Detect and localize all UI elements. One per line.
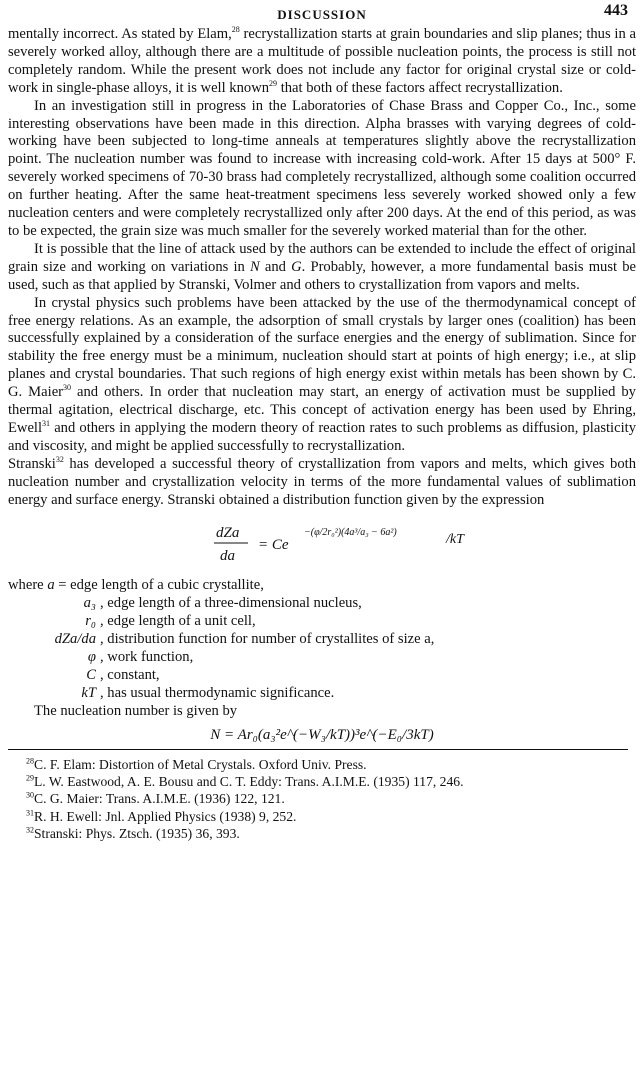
footnotes <box>8 756 636 843</box>
definition-row: kT , has usual thermodynamic significance. <box>81 684 335 701</box>
definition-row: where a = edge length of a cubic crystallite, <box>8 577 264 594</box>
eq-exponent: −(φ/2r₀²)(4a³/a₃ − 6a²) <box>304 527 397 539</box>
paragraph-5: Stranski$^{32}$ has developed a successful theory of crystallization from vapors and melts, which gives both nucleation number and crystallization velocity in terms of the more fundamental values of sublimation energy and surface energy. Stranski obtained a distribution function given by the expression <box>8 454 636 508</box>
paragraph-2: In an investigation still in progress in the Laboratories of Chase Brass and Copper Co., Inc., some interesting observations have been made in this direction. Alpha brasses with varying degrees of cold-working have been subjected to long-time anneals at temperatures slightly above the recrystallization point. The nucleation number was found to increase with increasing cold-work. After 15 days at 500° F. severely worked specimens of 70-30 brass had completely recrystallized, although some coalition occurred on further heating. After the same heat-treatment specimens less severely worked showed only a few nucleation centers and were completely recrystallized only after 200 days. At the end of this period, as was to be expected, the grain size was much smaller for the severely worked material than for the other. <box>8 97 636 239</box>
definition-row: a₃ , edge length of a three-dimensional nucleus, <box>83 595 362 612</box>
definitions <box>8 577 636 702</box>
footnote: $^{30}$C. G. Maier: Trans. A.I.M.E. (1936) 122, 121. <box>26 790 285 807</box>
ref-30: 30 <box>63 383 72 393</box>
nucleation-intro: The nucleation number is given by <box>34 702 238 719</box>
footnote: $^{28}$C. F. Elam: Distortion of Metal Crystals. Oxford Univ. Press. <box>26 756 367 772</box>
nucleation-equation: N = Ar₀(a₃²e^(−W₃/kT))³e^(−E₀/3kT) <box>210 726 434 743</box>
page-number: 443 <box>604 2 628 19</box>
definition-row: r₀ , edge length of a unit cell, <box>85 613 256 630</box>
ref-32: 32 <box>55 454 64 464</box>
running-head: DISCUSSION <box>277 7 367 22</box>
paragraph-3: It is possible that the line of attack used by the authors can be extended to include the effect of original grain size and working on variations in N and G. Probably, however, a more fundamental basis must be used, such as that applied by Stranski, Volmer and others to crystallization from vapors and melts. <box>8 240 637 293</box>
ref-29: 29 <box>269 78 278 88</box>
definition-row: C , constant, <box>86 667 160 683</box>
eq-tail: /kT <box>446 532 464 548</box>
paragraph-4: In crystal physics such problems have been attacked by the use of the thermodynamical concept of free energy relations. As an example, the adsorption of small crystals by larger ones (coalition) has been successfully explained by a consideration of the surface energies and the energy of sublimation. Since for stability the free energy must be a minimum, nucleation should start at points of high energy; i.e., at slip planes and crystal boundaries. That such regions of high energy exist within metals has been shown by C. G. Maier$^{30}$ and others. In order that nucleation may start, an energy of activation must be supplied by thermal agitation, electrical discharge, etc. This concept of activation energy has been used by Ehring, Ewell$^{31}$ and others in applying the modern theory of reaction rates to such problems as diffusion, plasticity and viscosity, and might be applied successfully to recrystallization. <box>8 294 636 454</box>
eq-lhs-num: dZa <box>216 525 240 542</box>
distribution-equation <box>8 513 636 573</box>
page-header <box>8 0 636 26</box>
ref-31: 31 <box>42 419 51 429</box>
definition-row: dZa/da , distribution function for number of crystallites of size a, <box>54 631 435 648</box>
eq-lhs-den: da <box>220 548 235 565</box>
footnote: $^{31}$R. H. Ewell: Jnl. Applied Physics (1938) 9, 252. <box>26 808 297 824</box>
footnote: $^{29}$L. W. Eastwood, A. E. Bousu and C. T. Eddy: Trans. A.I.M.E. (1935) 117, 246. <box>26 773 464 790</box>
eq-equals: = Ce <box>258 537 289 554</box>
footnote-rule <box>8 749 628 750</box>
footnote: $^{32}$Stranski: Phys. Ztsch. (1935) 36, 393. <box>26 825 240 842</box>
ref-28: 28 <box>231 25 240 35</box>
paragraph-1: mentally incorrect. As stated by Elam,$^{28}$ recrystallization starts at grain boundaries and slip planes; thus in a severely worked alloy, although there are a multitude of possible nucleation points, the process is still not completely random. While the present work does not include any factor for original crystal size or cold-work in single-phase alloys, it is well known$^{29}$ that both of these factors affect recrystallization. <box>8 25 636 96</box>
definition-row: φ , work function, <box>87 649 194 666</box>
equation-graphic <box>8 513 628 573</box>
